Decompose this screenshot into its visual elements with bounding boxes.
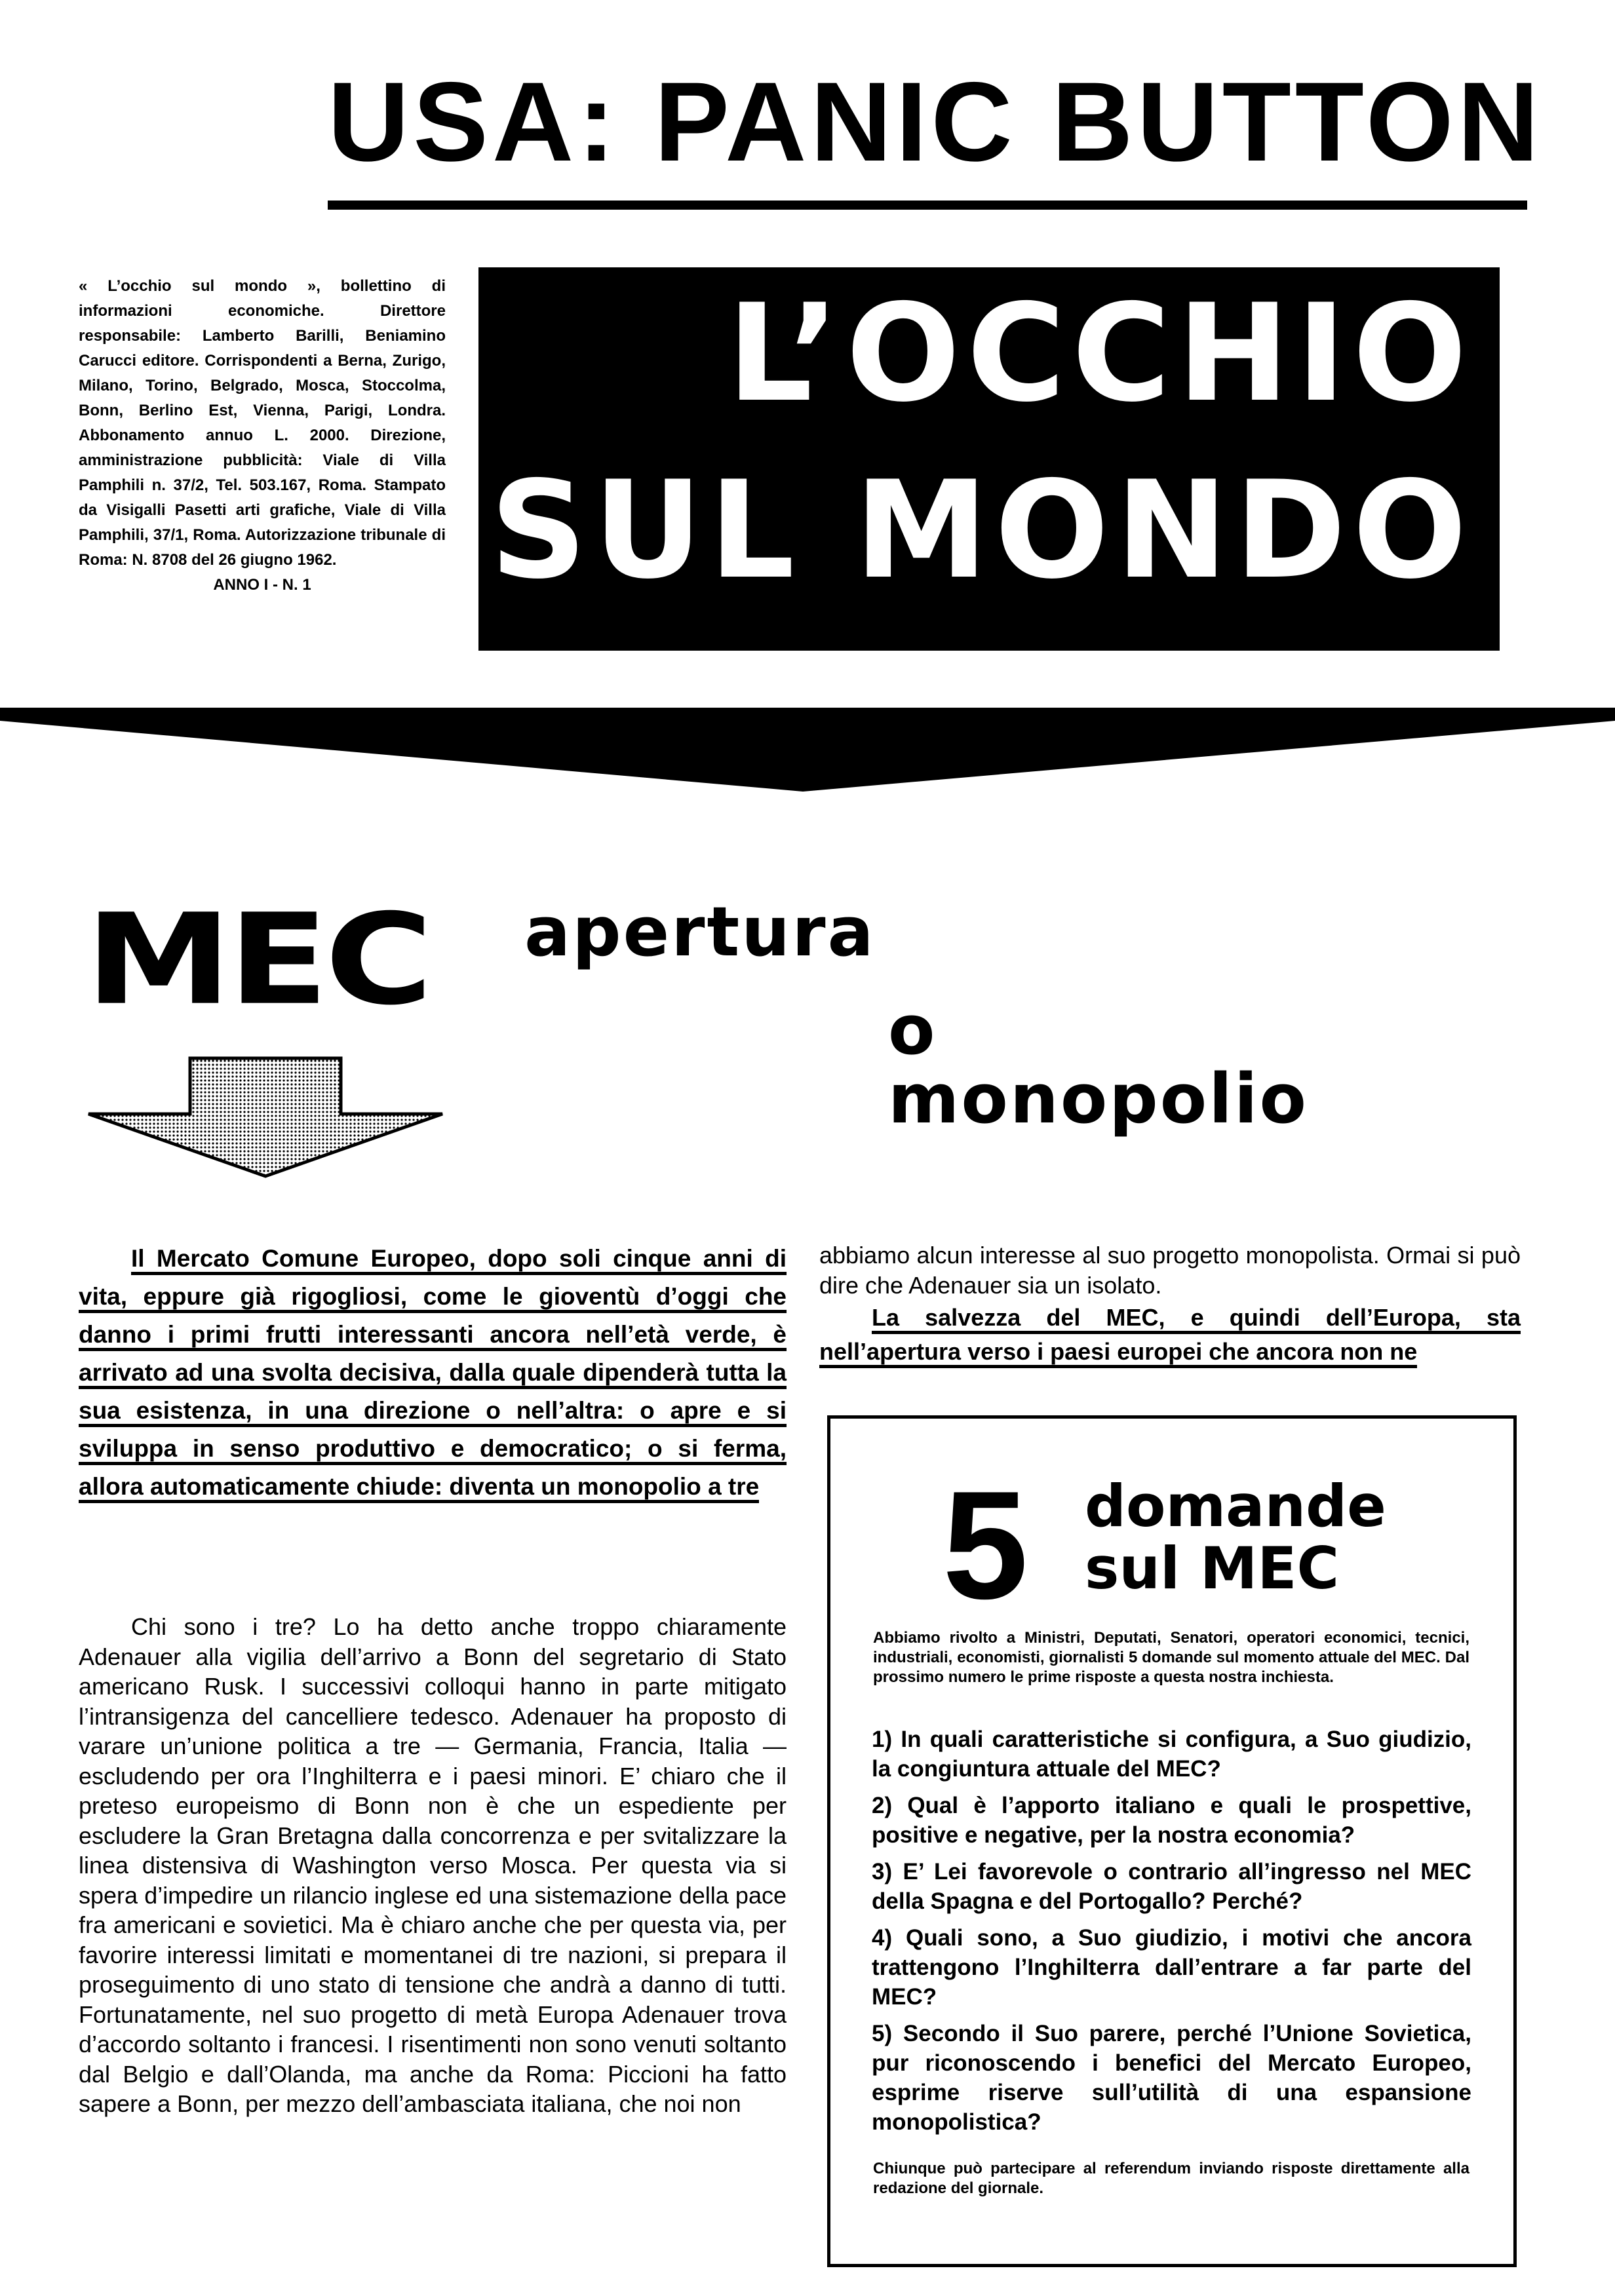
survey-number: 5: [943, 1459, 1028, 1631]
survey-question: 3) E’ Lei favorevole o contrario all’ingresso nel MEC della Spagna e del Portogallo? Perché?: [872, 1859, 1471, 1914]
headline-rule: [328, 201, 1527, 210]
article-subtitle-3: monopolio: [888, 1059, 1308, 1139]
chevron-divider: [0, 708, 1615, 793]
article-subtitle-2: o: [888, 990, 935, 1070]
survey-question: 5) Secondo il Suo parere, perché l’Unione Sovietica, pur riconoscendo i benefici del Mercato Europeo, esprime riserve sull’utilità di una espansione monopolistica?: [872, 2021, 1471, 2135]
survey-question: 1) In quali caratteristiche si configura, a Suo giudizio, la congiuntura attuale del MEC?: [872, 1727, 1471, 1782]
survey-footer: Chiunque può partecipare al referendum inviando risposte direttamente alla redazione del giornale.: [873, 2160, 1469, 2197]
survey-question: 4) Quali sono, a Suo giudizio, i motivi che ancora trattengono l’Inghilterra dall’entrare a far parte del MEC?: [872, 1925, 1471, 2010]
article-lead: [79, 1240, 787, 1506]
survey-title-1: domande: [1085, 1472, 1386, 1540]
survey-question: 2) Qual è l’apporto italiano e quali le prospettive, positive e negative, per la nostra economia?: [872, 1793, 1471, 1848]
article-closing-text: La salvezza del MEC, e quindi dell’Europa, sta nell’apertura verso i paesi europei che ancora non ne: [819, 1304, 1521, 1368]
colophon: [79, 274, 446, 598]
article-title: MEC: [85, 887, 429, 1033]
article-subtitle-1: apertura: [524, 892, 876, 972]
survey-title-2: sul MEC: [1085, 1535, 1340, 1602]
masthead: [478, 267, 1500, 651]
survey-intro: Abbiamo rivolto a Ministri, Deputati, Senatori, operatori economici, tecnici, industriali, economisti, giornalisti 5 domande sul momento attuale del MEC. Dal prossimo numero le prime risposte a questa nostra inchiesta.: [873, 1629, 1469, 1686]
colophon-text: « L’occhio sul mondo », bollettino di informazioni economiche. Direttore responsabile: Lamberto Barilli, Beniamino Carucci editore. Corrispondenti a Berna, Zurigo, Milano, Torino, Belgrado, Mosca, Stoccolma, Bonn, Berlino Est, Vienna, Parigi, Londra. Abbonamento annuo L. 2000. Direzione, amministrazione pubblicità: Viale di Villa Pamphili n. 37/2, Tel. 503.167, Roma. Stampato da Visigalli Pasetti arti grafiche, Viale di Villa Pamphili, 37/1, Roma. Autorizzazione tribunale di Roma: N. 8708 del 26 giugno 1962.: [79, 277, 446, 569]
article-body: Chi sono i tre? Lo ha detto anche troppo chiaramente Adenauer alla vigilia dell’arrivo a Bonn del segretario di Stato americano Rusk. I successivi colloqui hanno in parte mitigato l’intransigenza del cancelliere tedesco. Adenauer ha proposto di varare un’unione politica a tre — Germania, Francia, Italia — escludendo per ora l’Inghilterra e i paesi minori. E’ chiaro che il preteso europeismo di Bonn non è che un espediente per escludere la Gran Bretagna dalla concorrenza e per svitalizzare la linea distensiva di Washington verso Mosca. Per questa via si spera d’impedire un rilancio inglese ed una sistemazione della pace fra americani e sovietici. Ma è chiaro anche che per questa via, per favorire interessi limitati e momentanei di tre nazioni, si prepara il proseguimento di uno stato di tensione che andrà a danno di tutti. Fortunatamente, nel suo progetto di metà Europa Adenauer trova d’accordo soltanto i francesi. I risentimenti non sono venuti soltanto dal Belgio e dall’Olanda, ma anche da Roma: Piccioni ha fatto sapere a Bonn, per mezzo dell’ambasciata italiana, che noi non: [79, 1613, 787, 2117]
masthead-line-2: SUL MONDO: [490, 453, 1473, 609]
masthead-line-1: L’OCCHIO: [727, 276, 1473, 432]
arrow-down-icon: [85, 1055, 446, 1179]
page-headline: USA: PANIC BUTTON: [328, 59, 1543, 185]
article-closing: [819, 1301, 1521, 1369]
article-continuation: abbiamo alcun interesse al suo progetto monopolista. Ormai si può dire che Adenauer sia un isolato.: [819, 1242, 1521, 1299]
issue-number: ANNO I - N. 1: [213, 576, 311, 594]
article-lead-text: Il Mercato Comune Europeo, dopo soli cinque anni di vita, eppure già rigogliosi, come le gioventù d’oggi che danno i primi frutti interessanti ancora nell’età verde, è arrivato ad una svolta decisiva, dalla quale dipenderà tutta la sua esistenza, in una direzione o nell’altra: o apre e si sviluppa in senso produttivo e democratico; o si ferma, allora automaticamente chiude: diventa un monopolio a tre: [79, 1245, 787, 1503]
survey-questions: [872, 1725, 1471, 2144]
